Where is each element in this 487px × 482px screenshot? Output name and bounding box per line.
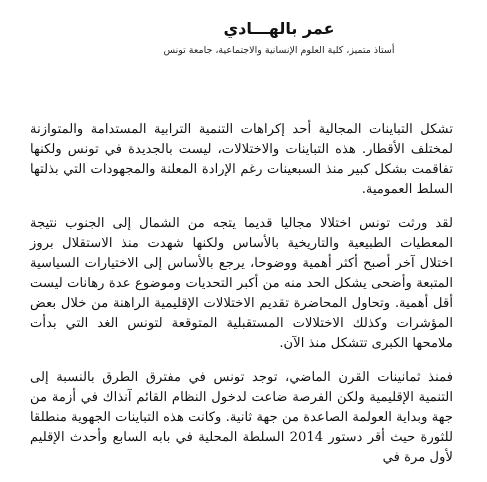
author-name: عمر بالهـــادي bbox=[223, 19, 335, 38]
paragraph-2: لقد ورثت تونس اختلالا مجاليا قديما يتجه من الشمال إلى الجنوب نتيجة المعطيات الطبيعية والتاريخية بالأساس ولكنها شهدت منذ الاستقلال بروز اختلال آخر أصبح أكثر أهمية ووضوحا، يرجع بالأساس إلى الاختيارات السياسية المتبعة وأضحى يشكل الحد منه من أكبر التحديات وموضوع عدة رهانات ليست أقل أهمية. وتحاول المحاضرة تقديم الاختلالات الإقليمية الراهنة من خلال بعض المؤشرات وكذلك الاختلالات المستقبلية المتوقعة لتونس الغد التي بدأت ملامحها الكبرى تتشكل منذ الآن. bbox=[30, 216, 453, 351]
body-text bbox=[30, 120, 453, 482]
author-block bbox=[159, 18, 399, 58]
paragraph-1: تشكل التباينات المجالية أحد إكراهات التنمية الترابية المستدامة والمتوازنة لمختلف الأقطار. هذه التباينات والاختلالات، ليست بالجديدة في تونس ولكنها تفاقمت بشكل كبير منذ السبعينات رغم الإرادة المعلنة والمجهودات التي بذلتها السلط العمومية. bbox=[30, 122, 453, 197]
paragraph-3: فمنذ ثمانينات القرن الماضي، توجد تونس في مفترق الطرق بالنسبة إلى التنمية الإقليمية ولكن الفرصة ضاعت لدخول النظام القائم آنذاك في أزمة من جهة وبداية العولمة الصاعدة من جهة ثانية. وكانت هذه التباينات الجهوية منطلقا للثورة حيث أقر دستور 2014 السلطة المحلية في بابه السابع وأحدث الإقليم لأول مرة في bbox=[30, 370, 453, 465]
author-affiliation: أستاذ متميز، كلية العلوم الإنسانية والاجتماعية، جامعة تونس bbox=[163, 45, 395, 56]
